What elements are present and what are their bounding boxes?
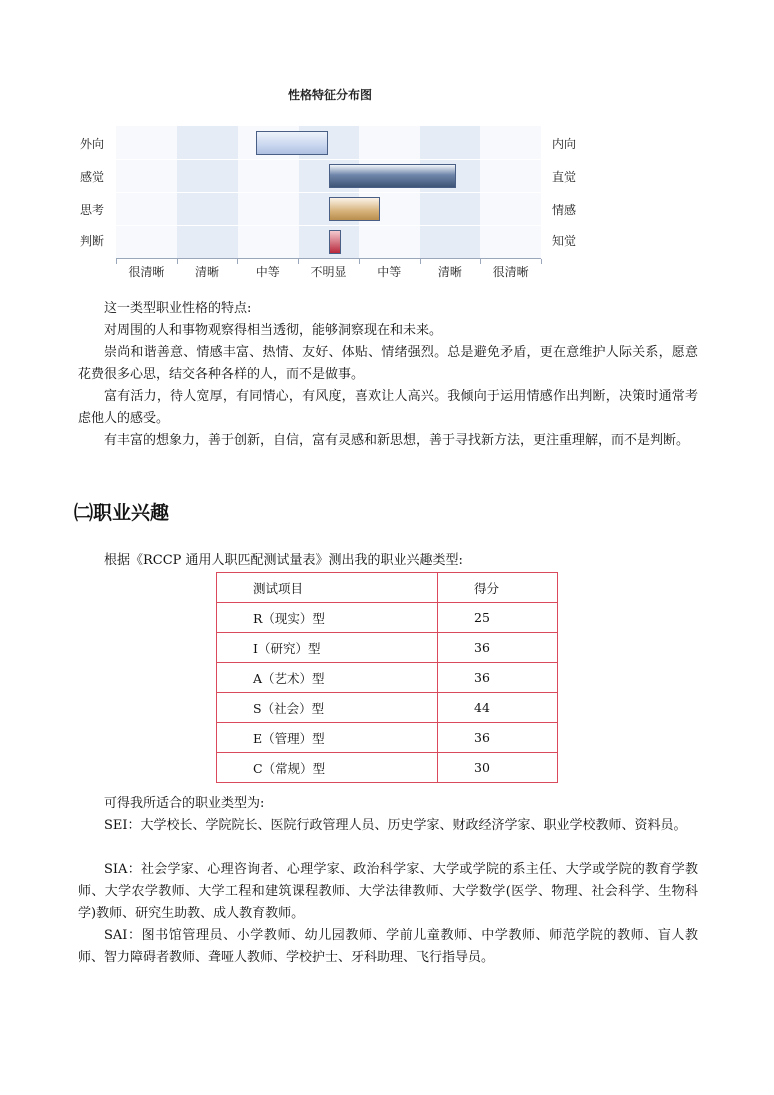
table-header: 得分	[438, 573, 558, 603]
chart-bar	[256, 131, 329, 155]
table-row	[217, 603, 558, 633]
table-cell: I（研究）型	[217, 633, 438, 663]
left-label: 感觉	[80, 170, 105, 184]
interest-score-table	[216, 572, 558, 783]
table-row	[217, 633, 558, 663]
section-heading: ㈡职业兴趣	[74, 502, 170, 524]
table-row	[217, 723, 558, 753]
table-cell: 36	[438, 723, 558, 753]
chart-bar	[329, 164, 457, 188]
table-cell: 44	[438, 693, 558, 723]
table-cell: A（艺术）型	[217, 663, 438, 693]
trait-paragraph: 有丰富的想象力，善于创新，自信，富有灵感和新思想，善于寻找新方法，更注重理解，而不是判断。	[104, 433, 690, 448]
left-label: 判断	[80, 234, 105, 248]
x-tick-label: 中等	[255, 265, 280, 279]
x-tick-label: 不明显	[310, 265, 347, 279]
table-cell: 36	[438, 663, 558, 693]
right-label: 情感	[552, 203, 577, 217]
right-label: 直觉	[552, 170, 577, 184]
table-cell: S（社会）型	[217, 693, 438, 723]
results-sei: SEI：大学校长、学院院长、医院行政管理人员、历史学家、财政经济学家、职业学校教师、资料员。	[104, 818, 687, 833]
chart-title: 性格特征分布图	[287, 88, 372, 102]
chart-gridline	[116, 159, 541, 160]
trait-paragraph: 崇尚和谐善意、情感丰富、热情、友好、体贴、情绪强烈。总是避免矛盾，更在意维护人际关系，愿意花费很多心思，结交各种各样的人，而不是做事。	[78, 345, 698, 382]
chart-bar	[329, 197, 381, 221]
x-axis-tick	[541, 259, 542, 264]
right-label: 内向	[552, 137, 577, 151]
trait-paragraph: 富有活力，待人宽厚，有同情心，有风度，喜欢让人高兴。我倾向于运用情感作出判断，决策时通常考虑他人的感受。	[78, 389, 698, 426]
x-axis	[116, 258, 541, 281]
table-cell: C（常规）型	[217, 753, 438, 783]
trait-intro: 这一类型职业性格的特点:	[104, 301, 252, 316]
x-tick-label: 清晰	[437, 265, 462, 279]
personality-chart	[70, 80, 590, 280]
table-header: 测试项目	[217, 573, 438, 603]
results-intro: 可得我所适合的职业类型为:	[104, 796, 265, 811]
chart-gridline	[116, 192, 541, 193]
trait-paragraph: 对周围的人和事物观察得相当透彻，能够洞察现在和未来。	[104, 323, 443, 338]
x-tick-label: 中等	[377, 265, 402, 279]
chart-plot-area	[116, 126, 541, 258]
left-label: 外向	[80, 137, 105, 151]
table-cell: E（管理）型	[217, 723, 438, 753]
table-row	[217, 753, 558, 783]
chart-gridline	[116, 225, 541, 226]
table-cell: 36	[438, 633, 558, 663]
chart-bar	[329, 230, 341, 254]
section-intro: 根据《RCCP 通用人职匹配测试量表》测出我的职业兴趣类型:	[104, 553, 463, 568]
x-tick-label: 很清晰	[128, 265, 165, 279]
x-tick-label: 很清晰	[492, 265, 529, 279]
right-label: 知觉	[552, 234, 577, 248]
table-cell: R（现实）型	[217, 603, 438, 633]
table-header-row	[217, 573, 558, 603]
results-sia: SIA：社会学家、心理咨询者、心理学家、政治科学家、大学或学院的系主任、大学或学院的教育学教师、大学农学教师、大学工程和建筑课程教师、大学法律教师、大学数学(医学、物理、社会科学、生物科学)教师、研究生助教、成人教育教师。	[78, 862, 698, 921]
table-cell: 25	[438, 603, 558, 633]
x-tick-label: 清晰	[195, 265, 220, 279]
table-row	[217, 663, 558, 693]
left-label: 思考	[80, 203, 105, 217]
table-cell: 30	[438, 753, 558, 783]
table-row	[217, 693, 558, 723]
results-sai: SAI：图书馆管理员、小学教师、幼儿园教师、学前儿童教师、中学教师、师范学院的教师、盲人教师、智力障碍者教师、聋哑人教师、学校护士、牙科助理、飞行指导员。	[78, 928, 698, 965]
